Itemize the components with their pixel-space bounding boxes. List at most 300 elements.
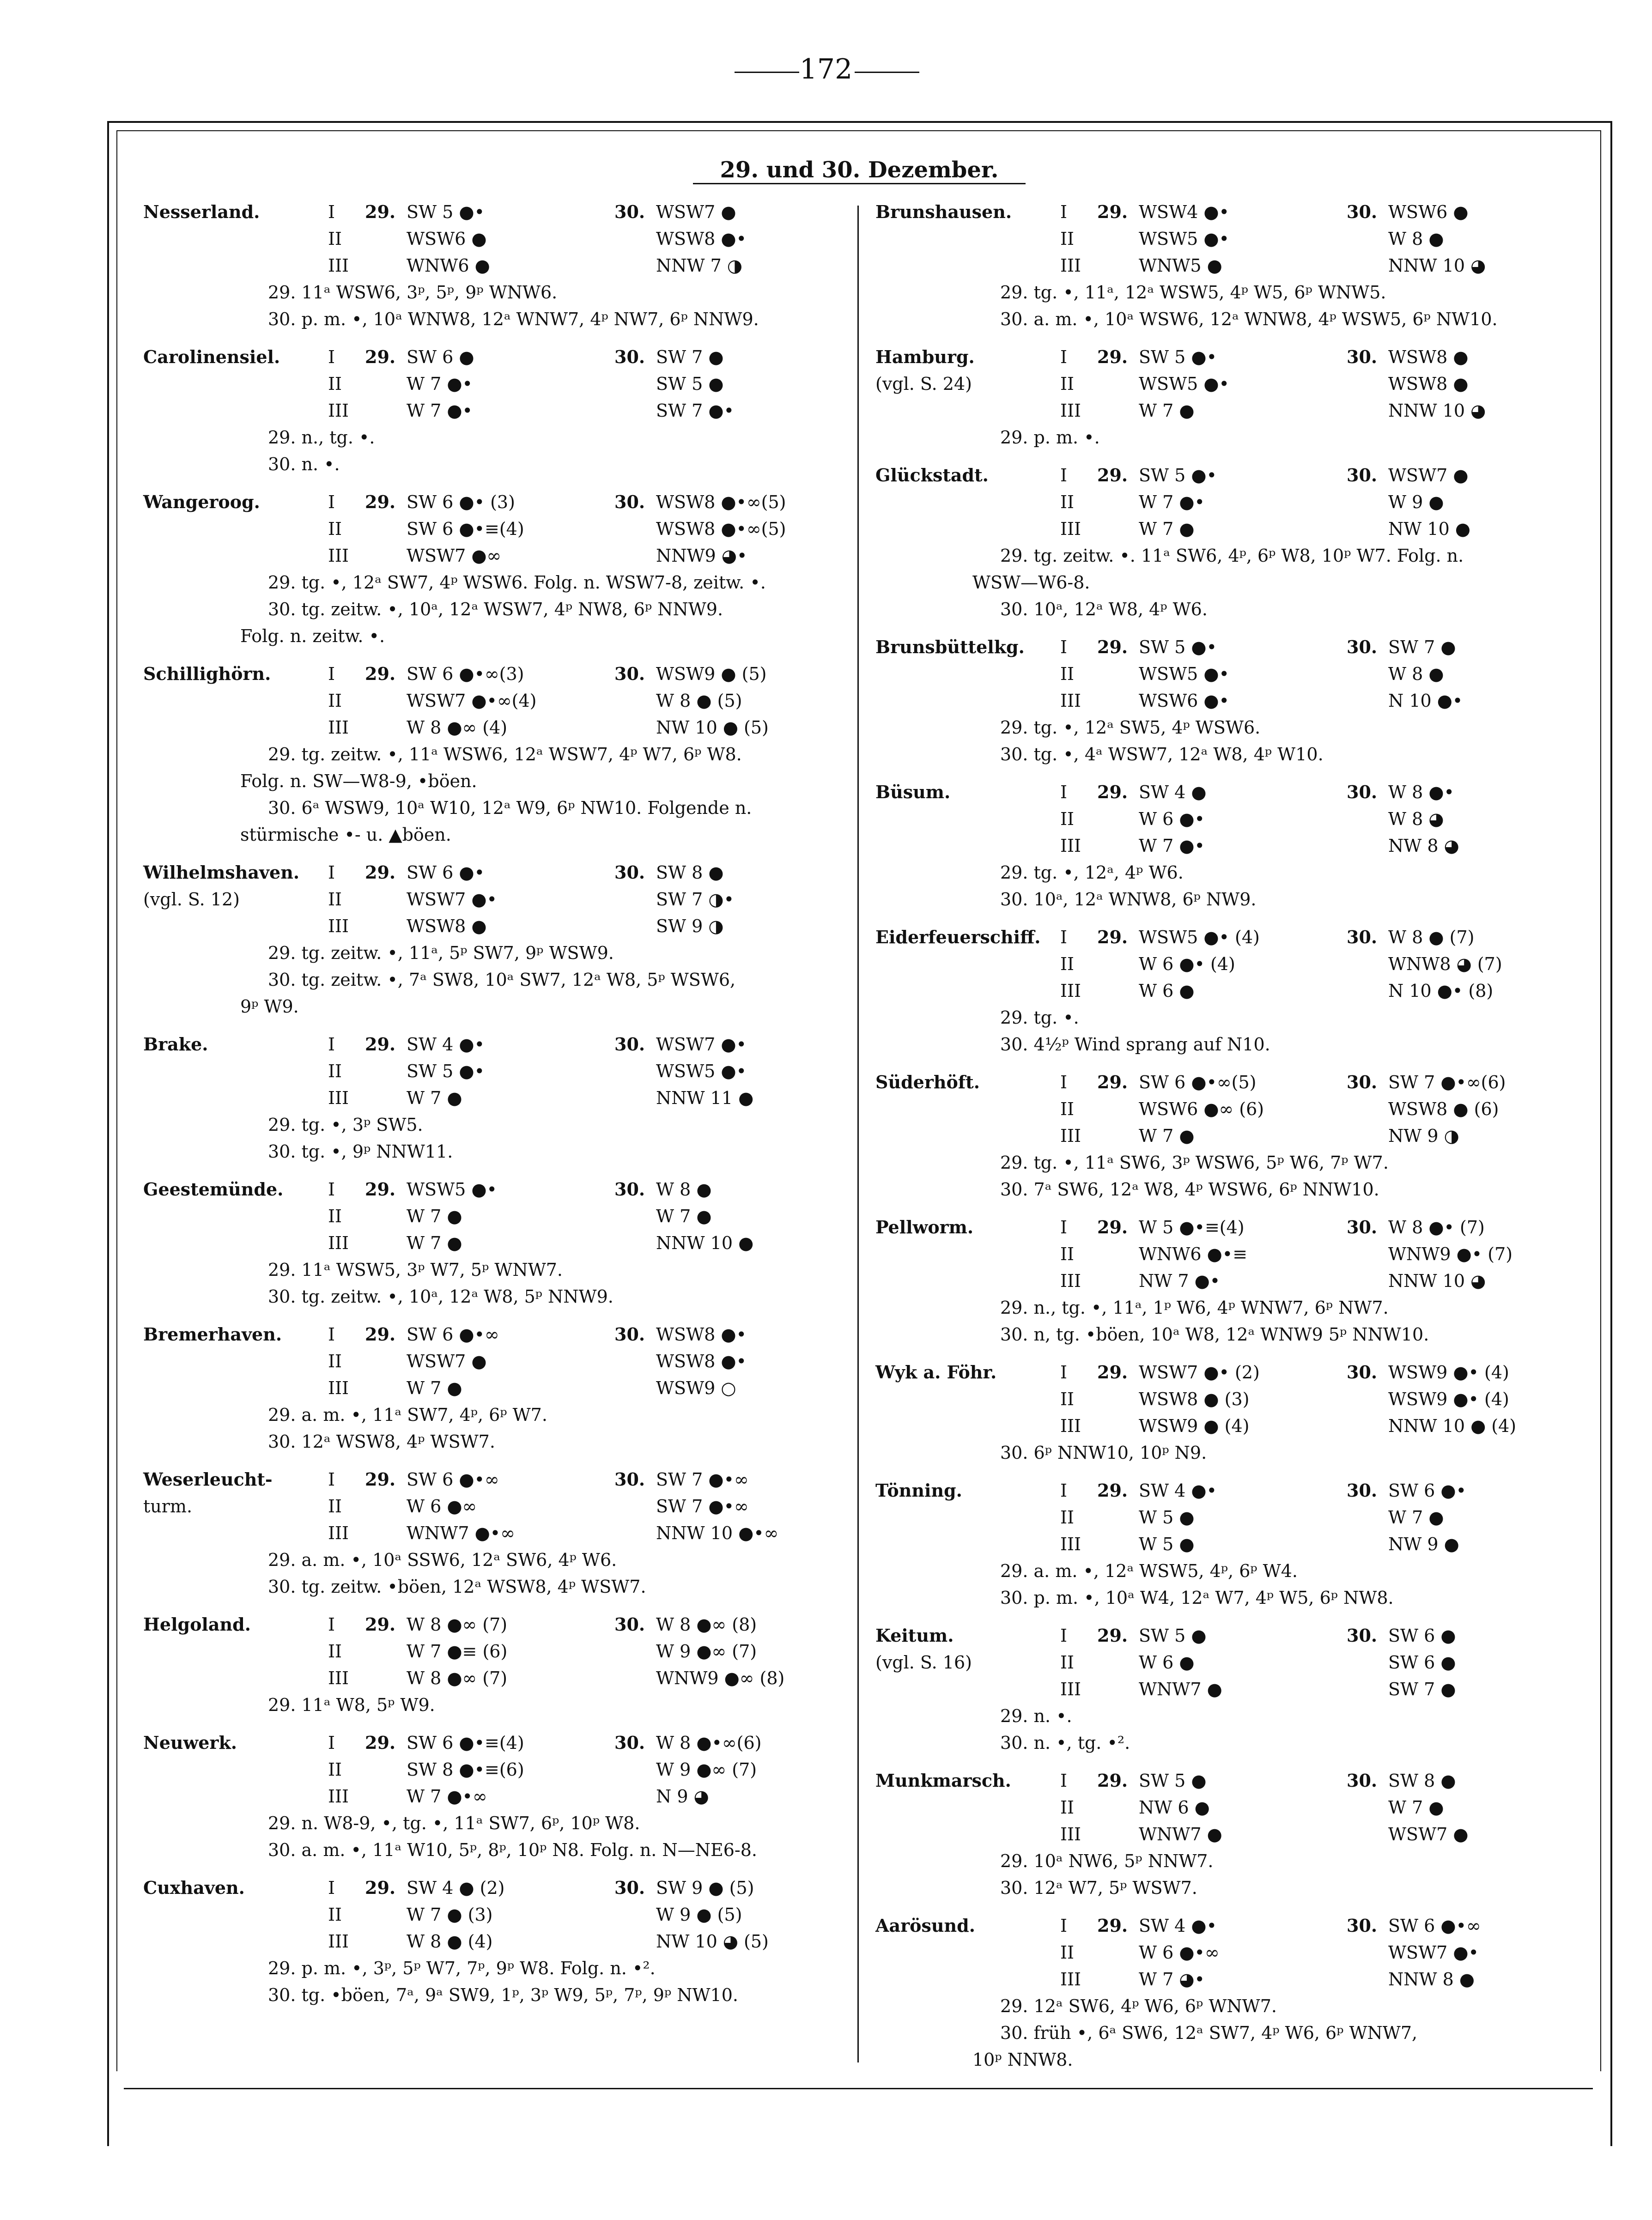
station-name-text: Nesserland.	[143, 201, 260, 222]
day-30-label	[1347, 489, 1388, 516]
reading-time: I	[328, 1614, 335, 1635]
station-name	[143, 1611, 328, 1638]
day-30-label	[614, 1520, 656, 1547]
station-name-text: Brake.	[143, 1034, 208, 1055]
day-29-observation: W 6 ●∞	[407, 1496, 477, 1516]
day-30-label	[1347, 1939, 1388, 1966]
observation-row	[875, 489, 1596, 516]
observation-row	[875, 1912, 1596, 1939]
observation-row	[875, 1821, 1596, 1848]
station-block	[143, 199, 864, 333]
reading-time: I	[1060, 202, 1068, 222]
day-30-label	[1347, 977, 1388, 1004]
observation-row	[875, 1966, 1596, 1993]
day-30-label: 30.	[614, 201, 645, 222]
reading-time: III	[1060, 1271, 1081, 1291]
day-29-observation: W 6 ●•	[1139, 809, 1205, 829]
observation-row	[875, 1096, 1596, 1122]
observation-row	[143, 1321, 864, 1348]
day-29-observation: WSW5 ●•	[1139, 229, 1229, 249]
reading-time: I	[1060, 465, 1068, 485]
station-name-cell	[143, 542, 328, 569]
reading-time: I	[328, 492, 335, 512]
reading-time: I	[328, 1469, 335, 1490]
observation-row	[875, 1676, 1596, 1703]
observation-row	[143, 1348, 864, 1375]
reading-time: III	[1060, 1969, 1081, 1990]
day-29-label	[365, 687, 407, 714]
day-30-label	[614, 1058, 656, 1085]
day-29-label	[1097, 489, 1139, 516]
day-29-observation: WSW8 ● (3)	[1139, 1389, 1250, 1409]
observation-row	[143, 1203, 864, 1230]
station-name-cell	[875, 1268, 1060, 1294]
station-note: 30. früh •, 6ᵃ SW6, 12ᵃ SW7, 4ᵖ W6, 6ᵖ WNW7,	[1000, 2023, 1418, 2043]
day-29-label	[1097, 1268, 1139, 1294]
day-29-label	[365, 1901, 407, 1928]
station-name-text: Geestemünde.	[143, 1179, 284, 1200]
station-block	[143, 1729, 864, 1863]
day-30-label: 30.	[1347, 1217, 1378, 1237]
station-note: 30. n, tg. •böen, 10ᵃ W8, 12ᵃ WNW9 5ᵖ NNW10.	[1000, 1324, 1429, 1345]
day-29-observation: WSW7 ●∞	[407, 546, 502, 566]
station-block	[143, 1466, 864, 1600]
station-subtitle: (vgl. S. 12)	[143, 889, 240, 910]
day-29-observation: W 7 ●•	[1139, 836, 1205, 856]
station-name-cell	[143, 516, 328, 542]
day-30-label	[614, 1203, 656, 1230]
day-30-label	[1347, 1676, 1388, 1703]
reading-time: II	[328, 519, 342, 539]
station-block	[875, 1359, 1596, 1466]
reading-time: III	[328, 1786, 349, 1807]
day-30-label: 30.	[614, 1179, 645, 1200]
day-29-observation: SW 6 ●•∞(3)	[407, 664, 524, 684]
day-29-observation: W 5 ●	[1139, 1507, 1195, 1528]
station-name-cell	[143, 1901, 328, 1928]
day-30-label	[614, 1756, 656, 1783]
station-name-cell	[875, 806, 1060, 832]
observation-row	[875, 1622, 1596, 1649]
day-29-observation: NW 6 ●	[1139, 1797, 1210, 1818]
day-30-observation: NNW 10 ◕	[1388, 400, 1486, 421]
day-30-label	[1347, 951, 1388, 977]
observation-row	[875, 1794, 1596, 1821]
reading-time: III	[328, 717, 349, 738]
day-30-observation: NNW 7 ◑	[656, 255, 743, 276]
day-30-observation: SW 7 ●	[1388, 637, 1456, 657]
day-30-label: 30.	[614, 491, 645, 512]
station-name-cell	[143, 1203, 328, 1230]
station-note: 30. tg. zeitw. •, 10ᵃ, 12ᵃ WSW7, 4ᵖ NW8, 6ᵖ NNW9.	[268, 599, 723, 619]
reading-time: II	[1060, 1244, 1075, 1264]
day-30-observation: W 8 ●•	[1388, 782, 1454, 802]
day-29-observation: W 8 ●∞ (7)	[407, 1614, 508, 1635]
day-29-observation: SW 5 ●•	[1139, 347, 1217, 367]
day-30-label	[1347, 1096, 1388, 1122]
station-name-text: Weserleucht-	[143, 1469, 273, 1490]
station-name-cell	[143, 886, 328, 913]
station-note: 30. 10ᵃ, 12ᵃ WNW8, 6ᵖ NW9.	[1000, 889, 1257, 910]
station-name	[143, 1031, 328, 1058]
day-29-label: 29.	[1097, 1915, 1128, 1936]
day-30-observation: WSW7 ●•	[656, 1034, 747, 1055]
day-29-label	[365, 913, 407, 940]
observation-row	[143, 199, 864, 225]
day-30-observation: W 8 ●•∞(6)	[656, 1733, 762, 1753]
station-note: Folg. n. zeitw. •.	[240, 626, 385, 646]
observation-row	[875, 1122, 1596, 1149]
station-name-text: Pellworm.	[875, 1217, 974, 1237]
reading-time: I	[1060, 1626, 1068, 1646]
day-29-observation: SW 5 ●	[1139, 1626, 1207, 1646]
observation-row	[143, 1375, 864, 1401]
day-30-observation: W 7 ●	[1388, 1507, 1444, 1528]
station-note: 29. p. m. •.	[1000, 427, 1100, 448]
station-name-cell	[875, 370, 1060, 397]
day-29-observation: WSW7 ●	[407, 1351, 487, 1371]
station-block	[143, 1611, 864, 1718]
day-29-observation: W 8 ●∞ (7)	[407, 1668, 508, 1688]
observation-row	[875, 806, 1596, 832]
station-note: 29. n., tg. •.	[268, 427, 375, 448]
day-30-label	[614, 1493, 656, 1520]
day-29-label	[1097, 225, 1139, 252]
station-note: 29. 11ᵃ WSW6, 3ᵖ, 5ᵖ, 9ᵖ WNW6.	[268, 282, 558, 303]
day-29-label	[365, 252, 407, 279]
day-30-label: 30.	[1347, 1770, 1378, 1791]
day-29-observation: WSW4 ●•	[1139, 202, 1229, 222]
station-name	[875, 344, 1060, 370]
day-29-label	[1097, 516, 1139, 542]
day-29-observation: W 7 ●	[1139, 400, 1195, 421]
station-name-text: Bremerhaven.	[143, 1324, 282, 1345]
day-30-observation: WSW8 ●•∞(5)	[656, 492, 786, 512]
observation-row	[875, 199, 1596, 225]
day-30-observation: N 9 ◕	[656, 1786, 709, 1807]
reading-time: III	[328, 255, 349, 276]
station-block	[143, 344, 864, 478]
station-name-text: Süderhöft.	[875, 1072, 980, 1092]
day-30-label	[614, 1665, 656, 1692]
observation-row	[875, 1268, 1596, 1294]
day-29-label	[1097, 687, 1139, 714]
day-30-observation: NW 10 ●	[1388, 519, 1470, 539]
observation-row	[143, 714, 864, 741]
day-30-label: 30.	[1347, 1915, 1378, 1936]
day-29-label	[365, 1085, 407, 1111]
day-29-observation: SW 6 ●•≡(4)	[407, 1733, 524, 1753]
station-note: 30. a. m. •, 11ᵃ W10, 5ᵖ, 8ᵖ, 10ᵖ N8. Folg. n. N—NE6-8.	[268, 1840, 757, 1860]
day-29-label: 29.	[1097, 1770, 1128, 1791]
day-29-observation: NW 7 ●•	[1139, 1271, 1221, 1291]
station-name-text: Wilhelmshaven.	[143, 862, 300, 883]
station-block	[875, 462, 1596, 623]
reading-time: II	[1060, 374, 1075, 394]
station-note: 29. tg. •, 12ᵃ SW5, 4ᵖ WSW6.	[1000, 717, 1261, 738]
observation-row	[875, 1069, 1596, 1096]
observation-row	[875, 634, 1596, 661]
station-note: 29. tg. •.	[1000, 1007, 1079, 1028]
day-30-observation: WSW8 ●•	[656, 1351, 747, 1371]
day-29-observation: SW 5 ●•	[407, 202, 485, 222]
observation-row	[143, 1493, 864, 1520]
day-30-observation: WSW9 ○	[656, 1378, 736, 1398]
reading-time: II	[328, 1206, 342, 1226]
observation-row	[875, 1649, 1596, 1676]
station-note: 29. n., tg. •, 11ᵃ, 1ᵖ W6, 4ᵖ WNW7, 6ᵖ NW7.	[1000, 1298, 1389, 1318]
station-subtitle: turm.	[143, 1496, 193, 1516]
station-name-cell	[875, 1966, 1060, 1993]
station-name-cell	[143, 1348, 328, 1375]
day-29-label	[365, 1665, 407, 1692]
day-29-observation: SW 5 ●•	[407, 1061, 485, 1081]
station-name-text: Hamburg.	[875, 346, 975, 367]
reading-time: III	[1060, 1824, 1081, 1844]
day-30-label: 30.	[614, 862, 645, 883]
observation-row	[143, 344, 864, 370]
station-name-cell	[143, 252, 328, 279]
observation-row	[143, 1638, 864, 1665]
observation-row	[875, 779, 1596, 806]
station-name	[875, 1767, 1060, 1794]
day-30-observation: W 7 ●	[656, 1206, 712, 1226]
reading-time: II	[1060, 229, 1075, 249]
day-29-observation: WNW7 ●	[1139, 1679, 1222, 1699]
station-note: 30. 12ᵃ WSW8, 4ᵖ WSW7.	[268, 1431, 495, 1452]
reading-time: I	[1060, 927, 1068, 947]
day-30-label	[614, 1375, 656, 1401]
station-name-cell	[143, 714, 328, 741]
day-29-observation: SW 6 ●•∞(5)	[1139, 1072, 1257, 1092]
day-30-observation: WNW9 ●• (7)	[1388, 1244, 1513, 1264]
station-note: 30. tg. zeitw. •, 7ᵃ SW8, 10ᵃ SW7, 12ᵃ W8, 5ᵖ WSW6,	[268, 970, 736, 990]
station-name-cell	[143, 1520, 328, 1547]
day-29-label	[365, 516, 407, 542]
day-29-label: 29.	[365, 1034, 396, 1055]
observation-row	[875, 1386, 1596, 1413]
reading-time: I	[328, 1179, 335, 1200]
day-30-label	[1347, 832, 1388, 859]
day-30-label	[1347, 1649, 1388, 1676]
day-30-label: 30.	[1347, 1625, 1378, 1646]
day-30-label	[614, 397, 656, 424]
station-name-cell	[143, 1756, 328, 1783]
station-name-text: Carolinensiel.	[143, 346, 280, 367]
day-29-label	[1097, 1794, 1139, 1821]
station-note: Folg. n. SW—W8-9, •böen.	[240, 771, 477, 791]
reading-time: III	[1060, 400, 1081, 421]
reading-time: II	[328, 889, 342, 910]
day-29-label	[365, 370, 407, 397]
reading-time: I	[328, 1324, 335, 1345]
station-block	[875, 344, 1596, 451]
day-30-label	[614, 1638, 656, 1665]
station-name-cell	[143, 370, 328, 397]
observation-row	[143, 1665, 864, 1692]
day-30-observation: WSW5 ●•	[656, 1061, 747, 1081]
station-name-cell	[875, 951, 1060, 977]
day-29-label: 29.	[1097, 346, 1128, 367]
day-29-label	[1097, 370, 1139, 397]
day-30-label: 30.	[1347, 1480, 1378, 1501]
reading-time: III	[328, 546, 349, 566]
day-29-label: 29.	[1097, 201, 1128, 222]
day-30-observation: W 8 ● (7)	[1388, 927, 1475, 947]
observation-row	[143, 1230, 864, 1256]
day-30-label: 30.	[614, 1034, 645, 1055]
day-30-observation: W 9 ●∞ (7)	[656, 1641, 757, 1662]
day-29-label	[1097, 832, 1139, 859]
day-30-observation: SW 7 ◑•	[656, 889, 734, 910]
station-name-text: Glückstadt.	[875, 465, 989, 485]
station-block	[143, 1321, 864, 1455]
station-name-text: Büsum.	[875, 782, 951, 802]
day-30-label	[614, 516, 656, 542]
station-name-cell	[875, 1096, 1060, 1122]
day-29-label	[365, 1203, 407, 1230]
day-30-observation: NNW 10 ●	[656, 1233, 754, 1253]
day-30-observation: WSW8 ●	[1388, 347, 1469, 367]
day-29-observation: W 7 ●	[1139, 519, 1195, 539]
day-29-observation: WNW6 ●•≡	[1139, 1244, 1248, 1264]
reading-time: II	[328, 1759, 342, 1780]
station-name-cell	[143, 1085, 328, 1111]
day-29-observation: W 6 ●	[1139, 1652, 1195, 1673]
station-note: 30. n. •.	[268, 454, 340, 474]
observation-row	[875, 397, 1596, 424]
station-name-cell	[875, 1122, 1060, 1149]
observation-row	[143, 225, 864, 252]
day-29-observation: WSW5 ●•	[407, 1179, 497, 1200]
day-29-observation: WSW7 ●• (2)	[1139, 1362, 1260, 1383]
reading-time: II	[328, 1496, 342, 1516]
station-note: 29. 12ᵃ SW6, 4ᵖ W6, 6ᵖ WNW7.	[1000, 1996, 1277, 2016]
day-30-observation: SW 6 ●	[1388, 1626, 1456, 1646]
observation-row	[143, 913, 864, 940]
observation-row	[875, 1504, 1596, 1531]
day-29-observation: SW 4 ●•	[1139, 1916, 1217, 1936]
day-30-label	[1347, 1268, 1388, 1294]
station-name	[143, 344, 328, 370]
station-name-cell	[875, 397, 1060, 424]
day-30-observation: NNW9 ◕•	[656, 546, 747, 566]
day-29-label	[1097, 1649, 1139, 1676]
day-29-observation: SW 6 ●•≡(4)	[407, 519, 524, 539]
observation-row	[143, 252, 864, 279]
station-name	[143, 1729, 328, 1756]
station-name-cell	[875, 1531, 1060, 1558]
station-name	[143, 489, 328, 516]
day-29-observation: WNW7 ●•∞	[407, 1523, 515, 1543]
day-30-observation: W 9 ● (5)	[656, 1905, 742, 1925]
reading-time: III	[1060, 1126, 1081, 1146]
day-29-observation: WSW9 ● (4)	[1139, 1416, 1250, 1436]
day-29-label: 29.	[1097, 927, 1128, 947]
station-name-cell	[875, 1794, 1060, 1821]
day-29-label: 29.	[1097, 465, 1128, 485]
reading-time: III	[1060, 519, 1081, 539]
observation-row	[875, 1939, 1596, 1966]
day-30-observation: W 8 ◕	[1388, 809, 1444, 829]
station-name-text: Cuxhaven.	[143, 1877, 245, 1898]
day-30-label	[1347, 1413, 1388, 1439]
reading-time: I	[1060, 1916, 1068, 1936]
day-29-label	[365, 1638, 407, 1665]
station-name-cell	[143, 1493, 328, 1520]
day-29-label	[1097, 661, 1139, 687]
station-block	[875, 1622, 1596, 1756]
day-29-observation: WNW7 ●	[1139, 1824, 1222, 1844]
observation-row	[143, 1874, 864, 1901]
station-name-cell	[143, 225, 328, 252]
left-column	[143, 199, 864, 2020]
station-name-text: Brunshausen.	[875, 201, 1012, 222]
day-30-observation: W 8 ●	[1388, 229, 1444, 249]
day-30-observation: NNW 10 ●•∞	[656, 1523, 779, 1543]
reading-time: III	[1060, 1679, 1081, 1699]
observation-row	[875, 661, 1596, 687]
station-name-cell	[143, 1375, 328, 1401]
day-30-observation: SW 9 ● (5)	[656, 1878, 754, 1898]
reading-time: III	[1060, 836, 1081, 856]
reading-time: I	[328, 1733, 335, 1753]
day-29-label	[365, 1520, 407, 1547]
observation-row	[143, 1783, 864, 1810]
station-name-cell	[875, 1413, 1060, 1439]
station-block	[875, 1767, 1596, 1901]
day-29-label	[1097, 1966, 1139, 1993]
station-name-cell	[875, 516, 1060, 542]
observation-row	[875, 924, 1596, 951]
observation-row	[875, 462, 1596, 489]
observation-row	[143, 687, 864, 714]
day-30-observation: NW 8 ◕	[1388, 836, 1459, 856]
day-29-observation: SW 6 ●	[407, 347, 474, 367]
day-29-observation: SW 6 ●• (3)	[407, 492, 515, 512]
station-note: 30. a. m. •, 10ᵃ WSW6, 12ᵃ WNW8, 4ᵖ WSW5, 6ᵖ NW10.	[1000, 309, 1498, 329]
station-note: 30. 6ᵃ WSW9, 10ᵃ W10, 12ᵃ W9, 6ᵖ NW10. Folgende n.	[268, 798, 752, 818]
day-29-label	[365, 1756, 407, 1783]
day-30-observation: NW 9 ◑	[1388, 1126, 1459, 1146]
station-name	[875, 1912, 1060, 1939]
reading-time: II	[1060, 1797, 1075, 1818]
station-name-text: Brunsbüttelkg.	[875, 637, 1025, 657]
day-29-label: 29.	[365, 491, 396, 512]
reading-time: II	[1060, 1507, 1075, 1528]
day-29-observation: W 7 ●	[407, 1206, 462, 1226]
day-30-label	[1347, 806, 1388, 832]
day-30-observation: W 7 ●	[1388, 1797, 1444, 1818]
day-30-label	[1347, 1241, 1388, 1268]
station-name	[875, 924, 1060, 951]
station-block	[875, 199, 1596, 333]
station-block	[143, 489, 864, 649]
station-name	[875, 779, 1060, 806]
day-29-observation: WNW6 ●	[407, 255, 490, 276]
station-name-cell	[143, 1665, 328, 1692]
station-name-text: Helgoland.	[143, 1614, 251, 1635]
day-30-observation: WSW7 ●•	[1388, 1942, 1479, 1963]
reading-time: III	[328, 1668, 349, 1688]
station-name-text: Keitum.	[875, 1625, 954, 1646]
observation-row	[875, 225, 1596, 252]
day-29-observation: SW 5 ●	[1139, 1771, 1207, 1791]
day-29-label: 29.	[365, 1614, 396, 1635]
reading-time: I	[1060, 1771, 1068, 1791]
observation-row	[875, 370, 1596, 397]
day-30-label	[614, 1928, 656, 1955]
